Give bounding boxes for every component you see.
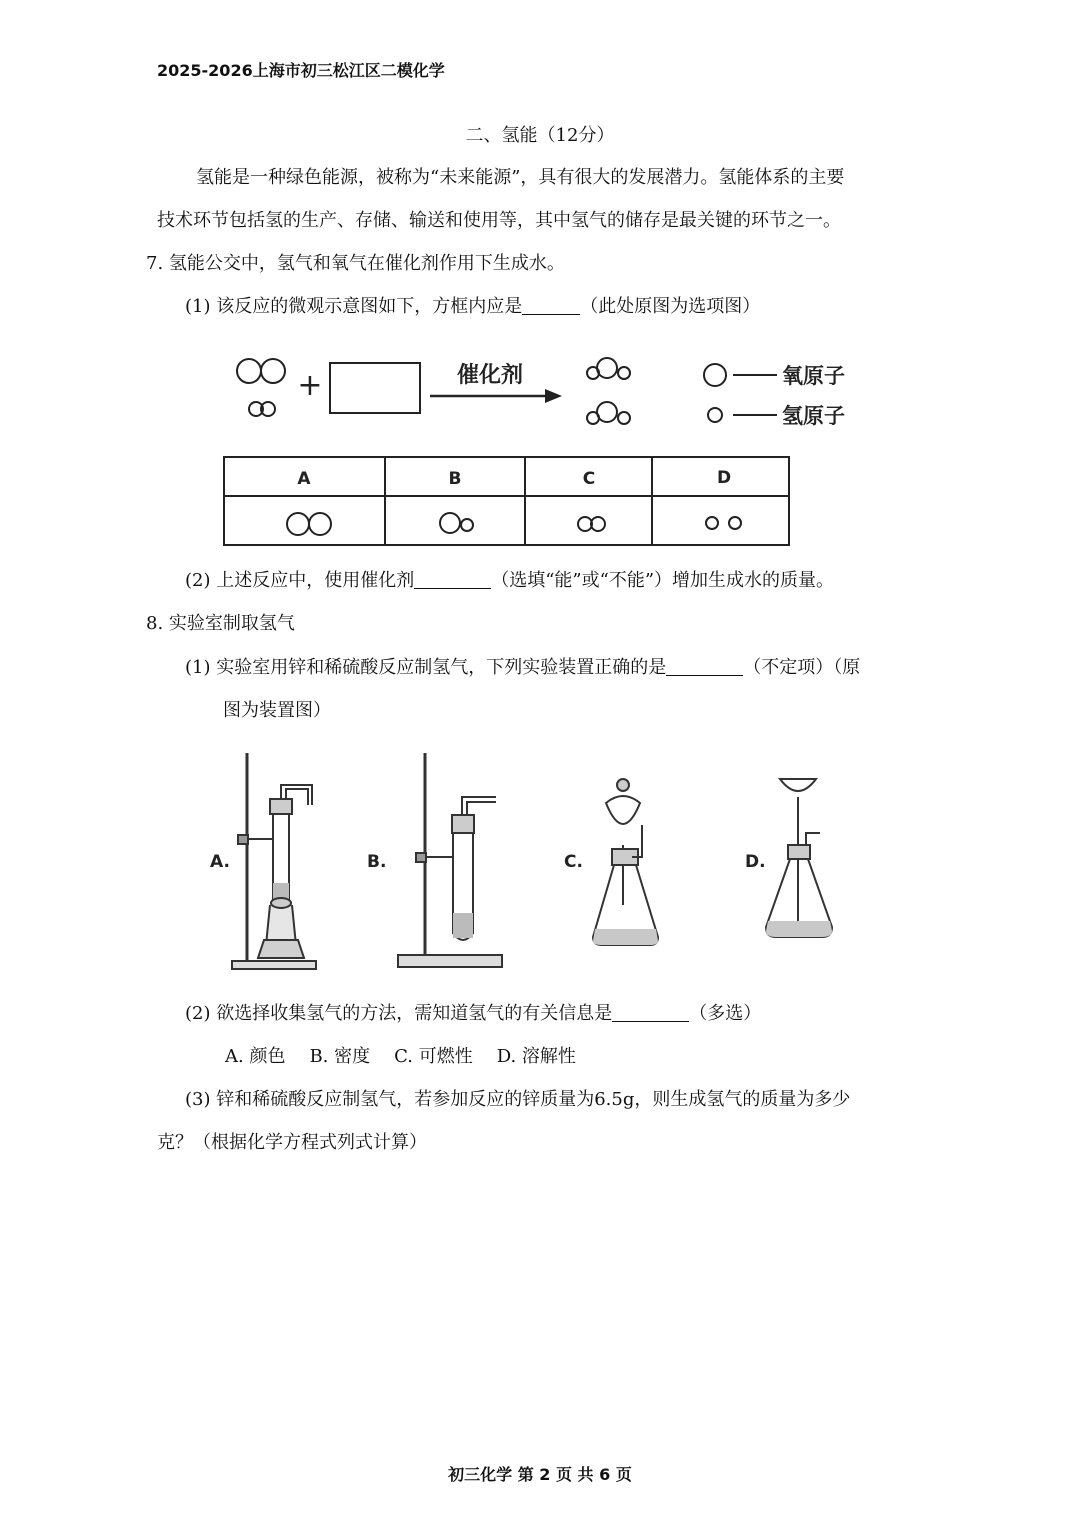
- apparatus-c: [564, 779, 658, 945]
- plus-sign: +: [297, 368, 323, 403]
- hydrogen-legend-label: 氢原子: [782, 404, 845, 428]
- q7-p1-prefix: (1) 该反应的微观示意图如下，方框内应是: [185, 296, 523, 317]
- apparatus-d-label: D.: [745, 852, 766, 872]
- apparatus-b: [367, 753, 502, 967]
- water-2-h2: [618, 412, 630, 424]
- water-1-o: [597, 358, 617, 378]
- option-a-atom-1: [287, 513, 309, 535]
- question-7-part-1: [185, 296, 760, 318]
- page-footer: 初三化学 第 2 页 共 6 页: [448, 1465, 632, 1484]
- water-1-h2: [618, 367, 630, 379]
- choice-c: C. 可燃性: [394, 1046, 473, 1067]
- reaction-diagram: [225, 340, 875, 440]
- apparatus-d: [745, 779, 832, 937]
- apparatus-a: [210, 753, 316, 969]
- apparatus-diagram: [200, 745, 850, 975]
- q8-p2-prefix: (2) 欲选择收集氢气的方法，需知道氢气的有关信息是: [185, 1003, 613, 1024]
- apparatus-b-label: B.: [367, 852, 387, 872]
- o2-molecule-atom-2: [261, 359, 285, 383]
- q7-p2-suffix: （选填“能”或“不能”）增加生成水的质量。: [491, 570, 835, 591]
- q8-p2-suffix: （多选）: [689, 1003, 762, 1024]
- q8-p1-answer-blank[interactable]: [666, 657, 743, 676]
- option-d-atom-1: [706, 517, 718, 529]
- option-c-atom-2: [591, 517, 605, 531]
- q8-p1-prefix: (1) 实验室用锌和稀硫酸反应制氢气，下列实验装置正确的是: [185, 657, 667, 678]
- option-c-header: C: [582, 469, 596, 489]
- hydrogen-legend-icon: [708, 408, 722, 422]
- q7-p2-answer-blank[interactable]: [414, 570, 491, 589]
- question-8-part-2-choices: [225, 1046, 576, 1068]
- reaction-arrow-head: [545, 389, 562, 403]
- option-b-atom-1: [440, 513, 460, 533]
- question-8-part-1-line-2: 图为装置图）: [223, 700, 331, 721]
- q7-p1-answer-blank[interactable]: [522, 296, 580, 315]
- question-7-stem: 7. 氢能公交中，氢气和氧气在催化剂作用下生成水。: [146, 253, 565, 274]
- choice-d: D. 溶解性: [496, 1046, 576, 1067]
- catalyst-label: 催化剂: [456, 363, 524, 388]
- option-d-header: D: [716, 468, 732, 488]
- water-2-o: [597, 402, 617, 422]
- document-header: 2025-2026上海市初三松江区二模化学: [157, 61, 445, 80]
- question-8-part-2: [185, 1003, 761, 1025]
- q8-p2-answer-blank[interactable]: [612, 1003, 689, 1022]
- apparatus-c-label: C.: [564, 852, 583, 872]
- option-c-atom-1: [578, 517, 592, 531]
- option-d-atom-2: [729, 517, 741, 529]
- apparatus-a-label: A.: [210, 852, 230, 872]
- o2-molecule-atom-1: [237, 359, 261, 383]
- intro-line-2: 技术环节包括氢的生产、存储、输送和使用等，其中氢气的储存是最关键的环节之一。: [157, 210, 841, 231]
- oxygen-legend-icon: [704, 364, 726, 386]
- oxygen-legend-label: 氧原子: [782, 364, 845, 388]
- intro-line-1: 氢能是一种绿色能源，被称为“未来能源”，具有很大的发展潜力。氢能体系的主要: [196, 167, 845, 188]
- q7-p1-suffix: （此处原图为选项图）: [580, 296, 761, 317]
- q7-p2-prefix: (2) 上述反应中，使用催化剂: [185, 570, 415, 591]
- option-a-atom-2: [309, 513, 331, 535]
- question-8-part-3-line-2: 克？（根据化学方程式列式计算）: [157, 1132, 427, 1153]
- question-7-part-2: [185, 570, 834, 592]
- option-b-header: B: [448, 469, 462, 489]
- blank-box: [330, 363, 420, 413]
- choice-b: B. 密度: [309, 1046, 371, 1067]
- question-8-stem: 8. 实验室制取氢气: [146, 613, 295, 634]
- choice-a: A. 颜色: [225, 1046, 286, 1067]
- question-8-part-3-line-1: (3) 锌和稀硫酸反应制氢气，若参加反应的锌质量为6.5g，则生成氢气的质量为多少: [185, 1089, 851, 1110]
- question-8-part-1: [185, 657, 860, 679]
- option-b-atom-2: [461, 519, 473, 531]
- section-title: 二、氢能（12分）: [465, 125, 615, 146]
- options-table: [222, 455, 794, 550]
- q8-p1-suffix: （不定项）（原: [743, 657, 861, 678]
- option-a-header: A: [297, 469, 311, 489]
